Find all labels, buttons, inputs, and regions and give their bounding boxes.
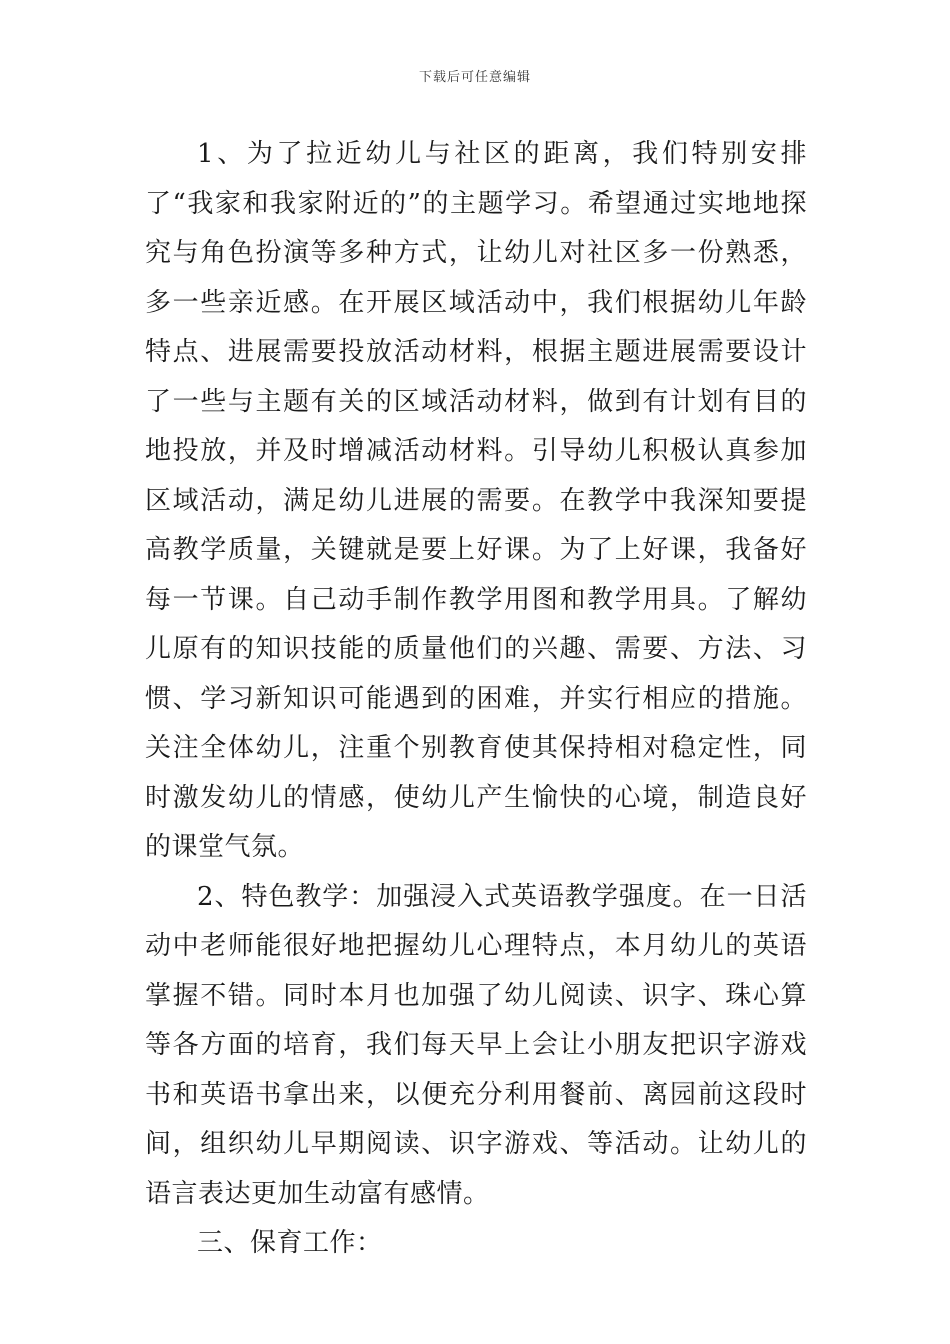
document-body	[145, 130, 807, 1269]
section-heading-childcare: 三、保育工作：	[197, 1228, 383, 1258]
page-header: 下载后可任意编辑	[418, 70, 531, 85]
paragraph-special-teaching: 2、特色教学：加强浸入式英语教学强度。在一日活动中老师能很好地把握幼儿心理特点，本月幼儿的英语掌握不错。同时本月也加强了幼儿阅读、识字、珠心算等各方面的培育，我们每天早上会让小朋友把识字游戏书和英语书拿出来，以便充分利用餐前、离园前这段时间，组织幼儿早期阅读、识字游戏、等活动。让幼儿的语言表达更加生动富有感情。	[145, 881, 807, 1209]
paragraph-teaching-activities: 1、为了拉近幼儿与社区的距离，我们特别安排了“我家和我家附近的”的主题学习。希望通过实地地探究与角色扮演等多种方式，让幼儿对社区多一份熟悉，多一些亲近感。在开展区域活动中，我们根据幼儿年龄特点、进展需要投放活动材料，根据主题进展需要设计了一些与主题有关的区域活动材料，做到有计划有目的地投放，并及时增减活动材料。引导幼儿积极认真参加区域活动，满足幼儿进展的需要。在教学中我深知要提高教学质量，关键就是要上好课。为了上好课，我备好每一节课。自己动手制作教学用图和教学用具。了解幼儿原有的知识技能的质量他们的兴趣、需要、方法、习惯、学习新知识可能遇到的困难，并实行相应的措施。关注全体幼儿，注重个别教育使其保持相对稳定性，同时激发幼儿的情感，使幼儿产生愉快的心境，制造良好的课堂气氛。	[145, 139, 807, 862]
